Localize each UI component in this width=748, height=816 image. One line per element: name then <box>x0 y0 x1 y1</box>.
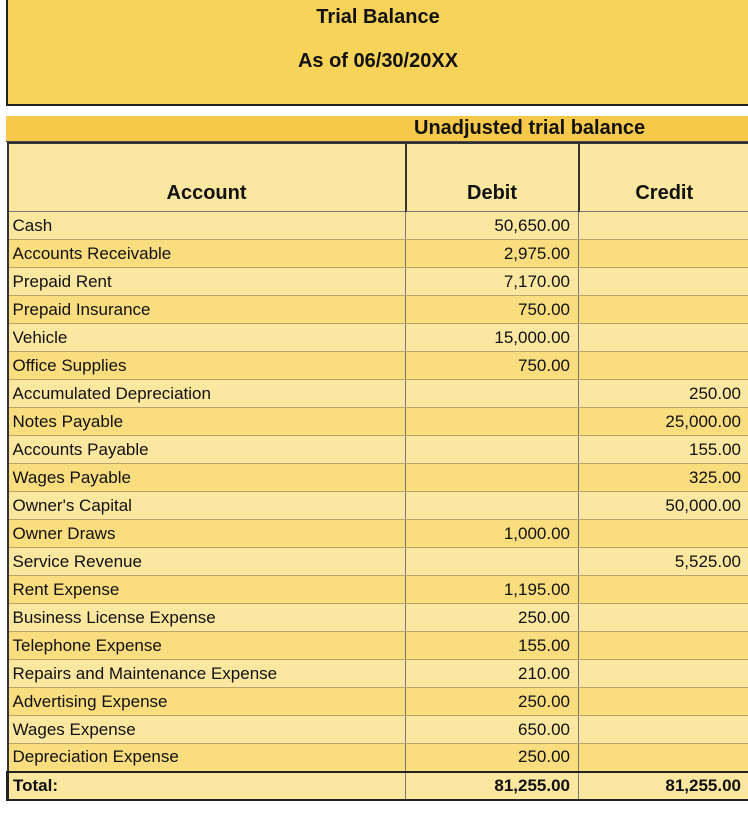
credit-cell <box>579 576 748 604</box>
total-credit: 81,255.00 <box>579 772 748 800</box>
table-row <box>8 436 748 464</box>
credit-cell <box>579 240 748 268</box>
report-date: As of 06/30/20XX <box>297 50 459 72</box>
debit-cell <box>406 408 579 436</box>
debit-cell: 250.00 <box>406 688 579 716</box>
account-cell: Rent Expense <box>8 576 406 604</box>
account-cell: Notes Payable <box>8 408 406 436</box>
credit-cell <box>579 212 748 240</box>
account-cell: Prepaid Rent <box>8 268 406 296</box>
debit-cell: 250.00 <box>406 604 579 632</box>
credit-cell <box>579 324 748 352</box>
account-cell: Wages Expense <box>8 716 406 744</box>
table-row <box>8 716 748 744</box>
section-label: Unadjusted trial balance <box>414 117 646 139</box>
account-cell: Telephone Expense <box>8 632 406 660</box>
account-cell: Office Supplies <box>8 352 406 380</box>
account-cell: Repairs and Maintenance Expense <box>8 660 406 688</box>
header-gap <box>6 106 748 116</box>
report-title: Trial Balance <box>316 6 440 28</box>
debit-cell <box>406 464 579 492</box>
credit-cell: 155.00 <box>579 436 748 464</box>
account-cell: Owner's Capital <box>8 492 406 520</box>
account-cell: Cash <box>8 212 406 240</box>
account-cell: Depreciation Expense <box>8 744 406 772</box>
table-row <box>8 632 748 660</box>
table-row <box>8 744 748 772</box>
table-row <box>8 520 748 548</box>
credit-cell <box>579 688 748 716</box>
total-row <box>8 772 748 800</box>
account-cell: Prepaid Insurance <box>8 296 406 324</box>
account-cell: Service Revenue <box>8 548 406 576</box>
credit-cell: 250.00 <box>579 380 748 408</box>
credit-cell <box>579 744 748 772</box>
table-row <box>8 660 748 688</box>
account-cell: Accounts Payable <box>8 436 406 464</box>
credit-cell <box>579 604 748 632</box>
account-cell: Advertising Expense <box>8 688 406 716</box>
debit-cell: 1,000.00 <box>406 520 579 548</box>
credit-cell: 25,000.00 <box>579 408 748 436</box>
debit-cell <box>406 380 579 408</box>
debit-cell: 7,170.00 <box>406 268 579 296</box>
table-row <box>8 380 748 408</box>
debit-cell: 15,000.00 <box>406 324 579 352</box>
account-cell: Owner Draws <box>8 520 406 548</box>
table-header-row <box>8 143 748 212</box>
credit-cell: 5,525.00 <box>579 548 748 576</box>
total-debit: 81,255.00 <box>406 772 579 800</box>
credit-cell <box>579 632 748 660</box>
account-cell: Accounts Receivable <box>8 240 406 268</box>
table-row <box>8 548 748 576</box>
table-row <box>8 212 748 240</box>
debit-cell: 750.00 <box>406 352 579 380</box>
debit-cell: 250.00 <box>406 744 579 772</box>
credit-cell: 50,000.00 <box>579 492 748 520</box>
report-header <box>6 0 748 106</box>
table-row <box>8 408 748 436</box>
table-row <box>8 604 748 632</box>
debit-cell <box>406 436 579 464</box>
credit-cell <box>579 520 748 548</box>
account-cell: Vehicle <box>8 324 406 352</box>
debit-cell: 750.00 <box>406 296 579 324</box>
credit-cell <box>579 296 748 324</box>
table-row <box>8 492 748 520</box>
account-cell: Accumulated Depreciation <box>8 380 406 408</box>
trial-balance-table <box>6 142 748 801</box>
account-cell: Business License Expense <box>8 604 406 632</box>
table-body <box>8 212 748 772</box>
credit-cell <box>579 660 748 688</box>
credit-cell <box>579 268 748 296</box>
debit-cell: 155.00 <box>406 632 579 660</box>
account-cell: Wages Payable <box>8 464 406 492</box>
credit-cell <box>579 352 748 380</box>
column-header-debit: Debit <box>406 143 579 212</box>
credit-cell: 325.00 <box>579 464 748 492</box>
credit-cell <box>579 716 748 744</box>
table-row <box>8 268 748 296</box>
table-row <box>8 352 748 380</box>
debit-cell <box>406 492 579 520</box>
table-row <box>8 576 748 604</box>
debit-cell: 650.00 <box>406 716 579 744</box>
section-band <box>6 116 748 142</box>
debit-cell: 1,195.00 <box>406 576 579 604</box>
total-label: Total: <box>8 772 406 800</box>
table-row <box>8 240 748 268</box>
table-row <box>8 464 748 492</box>
debit-cell: 2,975.00 <box>406 240 579 268</box>
column-header-account: Account <box>8 143 406 212</box>
table-row <box>8 688 748 716</box>
table-row <box>8 296 748 324</box>
debit-cell <box>406 548 579 576</box>
column-header-credit: Credit <box>579 143 748 212</box>
table-row <box>8 324 748 352</box>
debit-cell: 50,650.00 <box>406 212 579 240</box>
debit-cell: 210.00 <box>406 660 579 688</box>
